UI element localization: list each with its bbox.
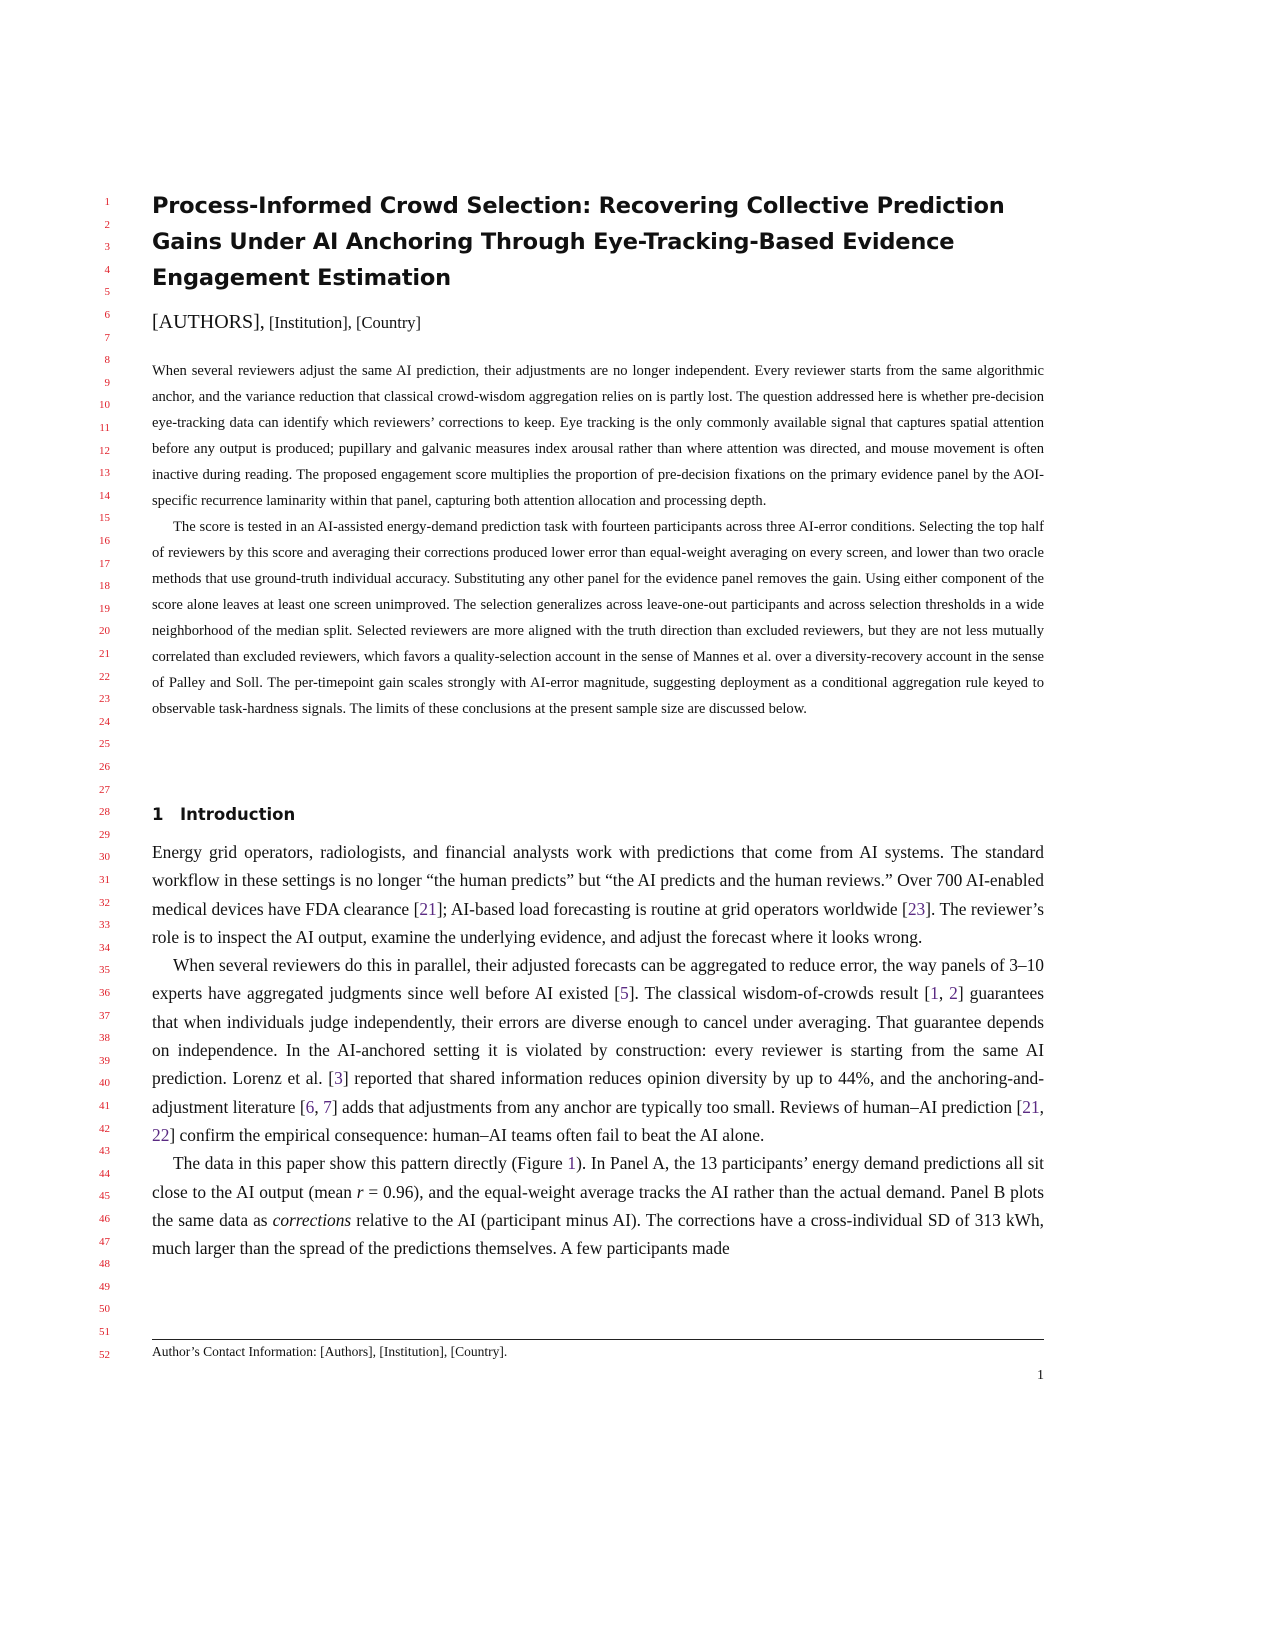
citation-link[interactable]: 23: [907, 898, 926, 919]
line-number: 32: [99, 896, 110, 909]
line-number: 16: [99, 535, 110, 547]
citation-link[interactable]: 22: [152, 1124, 170, 1145]
line-number: 20: [99, 625, 110, 638]
line-number: 6: [104, 309, 110, 321]
authors-name: [AUTHORS],: [152, 311, 265, 333]
emphasized-text: corrections: [272, 1209, 352, 1230]
page-number: 1: [1037, 1368, 1044, 1383]
line-number: 33: [99, 919, 110, 932]
citation-link[interactable]: 3: [334, 1068, 343, 1089]
line-number: 19: [99, 602, 110, 615]
line-number: 44: [99, 1167, 110, 1180]
line-number: 52: [99, 1348, 110, 1361]
text-run: ). In Panel A, the 13 participants’ energy demand predictions all sit close to the AI output (mean: [152, 1153, 1045, 1202]
line-number: 30: [99, 851, 110, 864]
line-number: 7: [104, 331, 110, 344]
line-number: 8: [104, 354, 110, 367]
line-number: 35: [99, 964, 110, 977]
line-number: 22: [99, 670, 110, 683]
line-number: 11: [99, 422, 110, 434]
line-number: 45: [99, 1190, 110, 1203]
text-run: ]; AI-based load forecasting is routine at grid operators worldwide [: [436, 898, 908, 919]
line-number: 25: [99, 738, 110, 751]
line-number: 5: [104, 286, 110, 299]
body-paragraph-2: [152, 951, 1044, 1149]
line-number: 3: [104, 241, 110, 254]
text-run: ] adds that adjustments from any anchor are typically too small. Reviews of human–AI prediction [: [331, 1096, 1023, 1117]
line-number: 49: [99, 1280, 110, 1293]
line-number: 26: [99, 761, 110, 773]
line-number: 43: [99, 1145, 110, 1158]
line-number: 9: [104, 376, 110, 389]
line-number: 24: [99, 715, 110, 728]
authors-affiliation: [Institution], [Country]: [264, 313, 422, 332]
figure-reference-link[interactable]: 1: [567, 1153, 577, 1174]
line-number: 39: [99, 1054, 110, 1067]
text-run: The data in this paper show this pattern directly (Figure: [173, 1153, 568, 1174]
text-run: ,: [938, 983, 950, 1004]
line-number: 21: [99, 648, 110, 660]
line-number: 47: [99, 1235, 110, 1248]
text-run: ]. The classical wisdom-of-crowds result [: [628, 983, 931, 1004]
citation-link[interactable]: 5: [620, 983, 629, 1004]
line-number: 51: [99, 1326, 110, 1338]
abstract: [152, 358, 1044, 722]
line-number: 36: [99, 987, 110, 999]
math-variable: r: [356, 1181, 364, 1202]
line-number: 34: [99, 941, 110, 954]
line-number: 15: [99, 512, 110, 525]
citation-link[interactable]: 21: [1022, 1096, 1040, 1117]
text-run: ,: [314, 1096, 324, 1117]
line-number: 31: [99, 874, 110, 886]
section-number: 1: [152, 805, 164, 824]
line-number: 27: [99, 783, 110, 796]
author-line: [152, 311, 1044, 334]
text-run: When several reviewers do this in parallel, their adjusted forecasts can be aggregated to reduce error, the way panels of 3–10 experts have aggregated judgments since well before AI existed [: [152, 955, 1044, 1004]
citation-link[interactable]: 6: [305, 1096, 315, 1117]
line-number: 29: [99, 828, 110, 841]
line-number: 23: [99, 693, 110, 706]
text-run: ] confirm the empirical consequence: human–AI teams often fail to beat the AI alone.: [169, 1124, 765, 1145]
paper-title: Process-Informed Crowd Selection: Recovering Collective Prediction Gains Under AI Anchoring Through Eye-Tracking-Based Evidence Engagement Estimation: [152, 193, 1005, 291]
body-paragraph-1: [152, 838, 1044, 951]
line-number: 50: [99, 1303, 110, 1316]
abstract-paragraph-1: When several reviewers adjust the same AI prediction, their adjustments are no longer independent. Every reviewer starts from the same algorithmic anchor, and the variance reduction that classical crowd-wisdom aggregation relies on is partly lost. The question addressed here is whether pre-decision eye-tracking data can identify which reviewers’ corrections to keep. Eye tracking is the only commonly available signal that captures spatial attention before any output is produced; pupillary and galvanic measures index arousal rather than where attention was directed, and mouse movement is often inactive during reading. The proposed engagement score multiplies the proportion of pre-decision fixations on the primary evidence panel by the AOI-specific recurrence laminarity within that panel, capturing both attention allocation and processing depth.: [152, 363, 1044, 509]
text-run: relative to the AI (participant minus AI). The corrections have a cross-individual SD of 313 kWh, much larger than the spread of the predictions themselves. A few participants made: [152, 1209, 1044, 1259]
text-run: ] reported that shared information reduces opinion diversity by up to 44%, and the anchoring-and-adjustment literature [: [152, 1068, 1044, 1117]
line-number: 2: [104, 218, 110, 231]
citation-link[interactable]: 1: [930, 983, 939, 1004]
citation-link[interactable]: 2: [949, 983, 958, 1004]
line-number: 18: [99, 580, 110, 593]
line-number: 48: [99, 1258, 110, 1271]
section-heading: [152, 805, 295, 824]
line-number: 17: [99, 557, 110, 570]
line-number: 42: [99, 1122, 110, 1135]
line-number: 40: [99, 1077, 110, 1090]
line-number: 4: [104, 263, 110, 276]
line-number: 12: [99, 444, 110, 457]
author-contact-footnote: Author’s Contact Information: [Authors], [Institution], [Country].: [152, 1344, 508, 1359]
line-number: 14: [99, 489, 110, 502]
section-title: Introduction: [180, 805, 296, 824]
abstract-paragraph-2: The score is tested in an AI-assisted energy-demand prediction task with fourteen participants across three AI-error conditions. Selecting the top half of reviewers by this score and averaging their corrections produced lower error than equal-weight averaging on every screen, and lower than two oracle methods that use ground-truth individual accuracy. Substituting any other panel for the evidence panel removes the gain. Using either component of the score alone leaves at least one screen unimproved. The selection generalizes across leave-one-out participants and across selection thresholds in a wide neighborhood of the median split. Selected reviewers are more aligned with the truth direction than excluded reviewers, but they are not less mutually correlated than excluded reviewers, which favors a quality-selection account in the sense of Mannes et al. over a diversity-recovery account in the sense of Palley and Soll. The per-timepoint gain scales strongly with AI-error magnitude, suggesting deployment as a conditional aggregation rule keyed to observable task-hardness signals. The limits of these conclusions at the present sample size are discussed below.: [152, 519, 1044, 717]
line-number: 46: [99, 1213, 110, 1225]
line-number: 41: [99, 1100, 110, 1112]
text-run: Energy grid operators, radiologists, and financial analysts work with predictions that come from AI systems. The standard workflow in these settings is no longer “the human predicts” but “the AI predicts and the human reviews.” Over 700 AI-enabled medical devices have FDA clearance [: [152, 842, 1044, 919]
line-number: 1: [104, 196, 110, 208]
line-number: 37: [99, 1009, 110, 1022]
text-run: = 0.96), and the equal-weight average tracks the AI rather than the actual demand. Panel B plots the same data as: [152, 1181, 1044, 1230]
text-run: ]. The reviewer’s role is to inspect the AI output, examine the underlying evidence, and adjust the forecast where it looks wrong.: [152, 898, 1044, 947]
line-number: 13: [99, 467, 110, 480]
citation-link[interactable]: 21: [419, 898, 437, 919]
body-text: [152, 838, 1044, 1262]
line-number: 10: [99, 399, 110, 412]
line-number: 38: [99, 1032, 110, 1045]
line-number: 28: [99, 806, 110, 819]
text-run: ] guarantees that when individuals judge independently, their errors are diverse enough to cancel under averaging. That guarantee depends on independence. In the AI-anchored setting it is violated by construction: every reviewer is starting from the same AI prediction. Lorenz et al. [: [152, 983, 1044, 1089]
footnote-divider: [152, 1339, 1044, 1340]
text-run: ,: [1039, 1096, 1044, 1117]
body-paragraph-3: [152, 1149, 1044, 1262]
citation-link[interactable]: 7: [323, 1096, 332, 1117]
